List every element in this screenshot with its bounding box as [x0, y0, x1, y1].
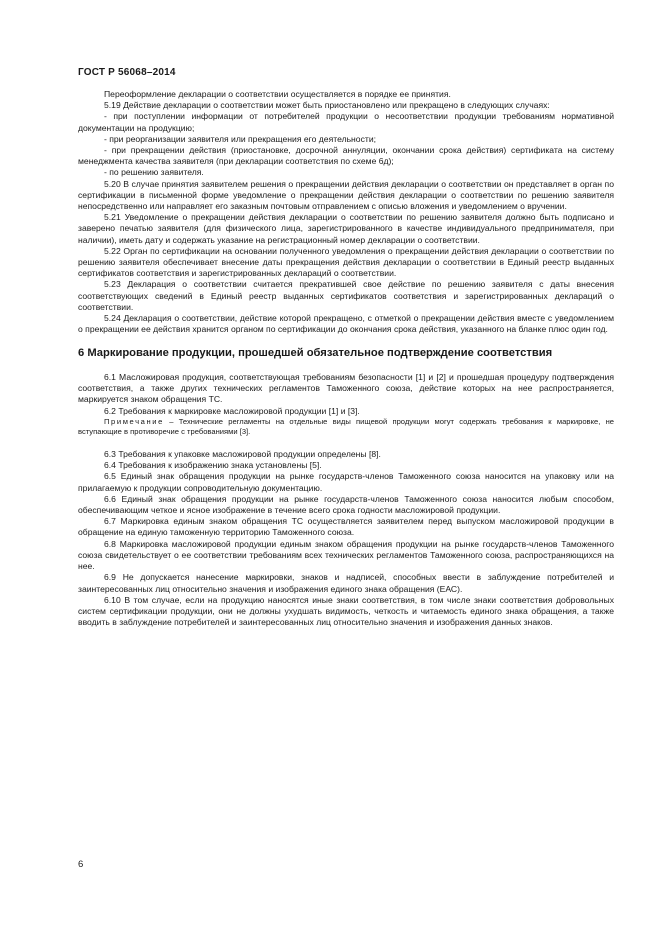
paragraph: 6.9 Не допускается нанесение маркировки, знаков и надписей, способных ввести в заблуждение потребителей и заинтересованных лиц относительно значения и изображения единого знака обращения (ЕАС). — [78, 572, 614, 594]
paragraph: 6.4 Требования к изображению знака установлены [5]. — [104, 460, 322, 471]
paragraph: 6.10 В том случае, если на продукцию наносятся иные знаки соответствия, в том числе знаки соответствия добровольных систем сертификации продукции, они не должны ухудшать видимость, четкость и читаемость единого знака обращения, а также вводить в заблуждение потребителей и заинтересованных лиц относительно значения и изображения данных знаков. — [78, 594, 614, 628]
note — [78, 417, 614, 438]
document-body — [78, 89, 614, 628]
paragraph: 5.23 Декларация о соответствии считается прекратившей свое действие по решению заявителя с даты внесения соответствующих сведений в Единый реестр выданных сертификатов соответствия и зарегистрированных деклараций о соответствии. — [78, 279, 614, 312]
section-title: 6 Маркирование продукции, прошедшей обязательное подтверждение соответствия — [78, 347, 553, 360]
paragraph: Переоформление декларации о соответствии осуществляется в порядке ее принятия. — [104, 89, 451, 99]
list-item: - по решению заявителя. — [104, 167, 204, 178]
note-text: – Технические регламенты на отдельные виды пищевой продукции могут содержать требования к маркировке, не вступающие в противоречие с требованиями [3]. — [78, 416, 614, 437]
paragraph: 6.6 Единый знак обращения продукции на рынке государств-членов Таможенного союза наносится любым способом, обеспечивающим четкое и ясное изображение в течение всего срока годности масложировой продукции. — [78, 493, 614, 516]
spacer — [78, 438, 614, 449]
page-number: 6 — [78, 859, 84, 870]
paragraph: 5.20 В случае принятия заявителем решения о прекращении действия декларации о соответствии он представляет в орган по сертификации в письменной форме уведомление о прекращении действия декларации о соответствии по решению заявителя непосредственно или направляет его заказным почтовым отправлением с описью вложения и уведомлением о вручении. — [78, 178, 614, 212]
paragraph: 5.19 Действие декларации о соответствии может быть приостановлено или прекращено в следующих случаях: — [104, 100, 550, 111]
list-item: - при прекращении действия (приостановке, досрочной аннуляции, окончании срока действия) сертификата на систему менеджмента качества заявителя (при декларации соответствия по схеме 6д); — [78, 145, 614, 167]
paragraph: 6.8 Маркировка масложировой продукции единым знаком обращения продукции на рынке государств-членов Таможенного союза свидетельствует о ее соответствии требованиям всех технических регламентов Таможенного союза, распространяющихся на нее. — [78, 538, 614, 572]
document-code-header: ГОСТ Р 56068–2014 — [78, 67, 176, 78]
note-label: Примечание — [104, 416, 164, 426]
paragraph: 5.24 Декларация о соответствии, действие которой прекращено, с отметкой о прекращении действия вместе с уведомлением о прекращении ее действия хранится органом по сертификации до окончания срока действия, указанного на бланке плюс один год. — [78, 313, 614, 335]
paragraph: 6.3 Требования к упаковке масложировой продукции определены [8]. — [104, 449, 381, 460]
paragraph: 6.1 Масложировая продукция, соответствующая требованиям безопасности [1] и [2] и прошедшая процедуру подтверждения соответствия, а также других технических регламентов Таможенного союза, действие которых на нее распространяется, маркируется знаком обращения ТС. — [78, 372, 614, 405]
paragraph: 6.5 Единый знак обращения продукции на рынке государств-членов Таможенного союза наносится на упаковку или на прилагаемую к продукции сопроводительную документацию. — [78, 471, 614, 493]
paragraph: 6.2 Требования к маркировке масложировой продукции [1] и [3]. — [104, 405, 360, 416]
paragraph: 5.22 Орган по сертификации на основании полученного уведомления о прекращении действия декларации о соответствии по решению заявителя обеспечивает внесение даты прекращения действия декларации о соответствии в Единый реестр выданных сертификатов соответствия и зарегистрированных деклараций о соответствии. — [78, 245, 614, 279]
paragraph: 5.21 Уведомление о прекращении действия декларации о соответствии по решению заявителя должно быть подписано и заверено печатью заявителя (для физического лица, зарегистрированного в качестве индивидуального предпринимателя, при наличии), иметь дату и содержать указание на регистрационный номер декларации о соответствии. — [78, 212, 614, 245]
list-item: - при реорганизации заявителя или прекращения его деятельности; — [104, 133, 377, 144]
paragraph: 6.7 Маркировка единым знаком обращения ТС осуществляется заявителем перед выпуском масложировой продукции в обращение на единую таможенную территорию Таможенного союза. — [78, 516, 614, 538]
list-item: - при поступлении информации от потребителей продукции о несоответствии продукции требованиям нормативной документации на продукцию; — [78, 111, 614, 133]
